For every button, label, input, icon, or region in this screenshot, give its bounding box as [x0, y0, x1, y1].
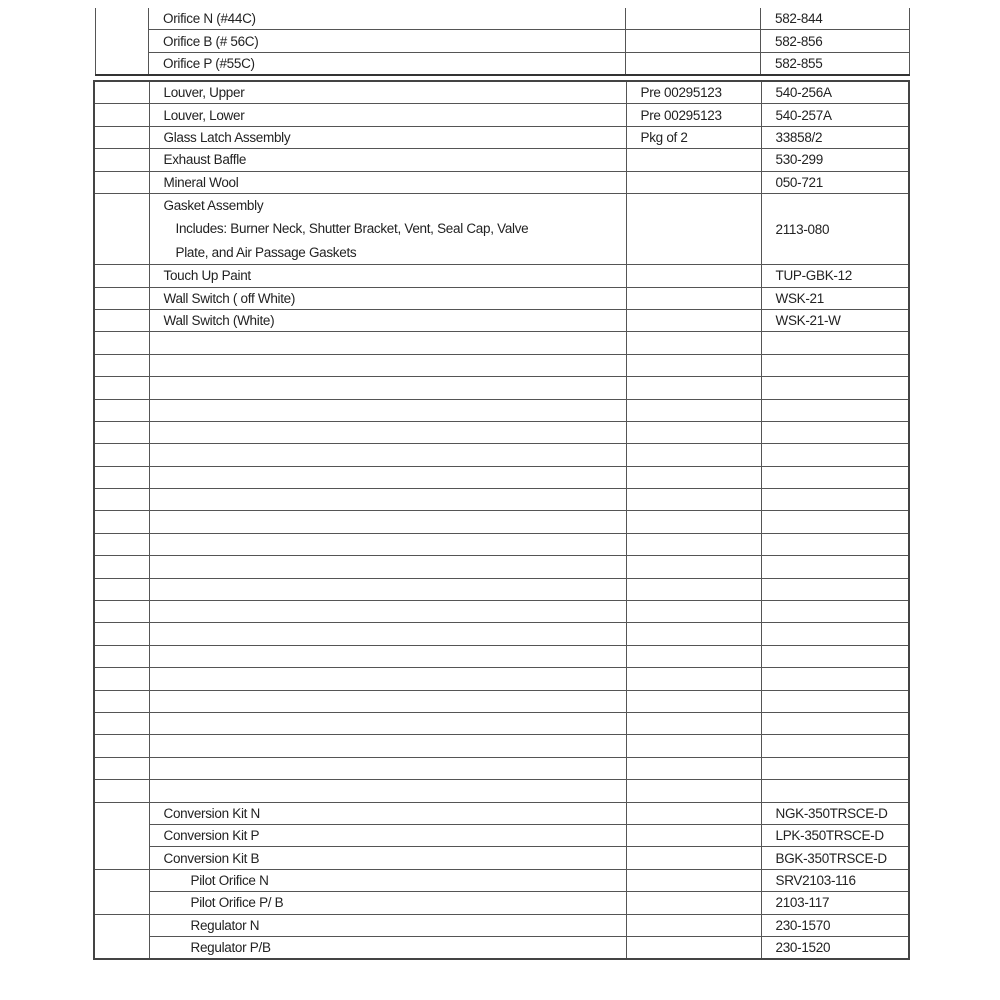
empty-row	[94, 421, 909, 443]
empty-cell	[761, 601, 909, 623]
description-cell: Mineral Wool	[149, 171, 626, 193]
empty-cell	[761, 712, 909, 734]
empty-cell	[94, 511, 149, 533]
part-number-cell: WSK-21-W	[761, 309, 909, 331]
description-cell: Wall Switch (White)	[149, 309, 626, 331]
table-row	[94, 287, 909, 309]
part-number-cell: 540-257A	[761, 104, 909, 126]
description-cell: Exhaust Baffle	[149, 149, 626, 171]
empty-cell	[626, 601, 761, 623]
table-row	[94, 309, 909, 331]
empty-cell	[149, 421, 626, 443]
empty-cell	[94, 556, 149, 578]
part-number-cell: TUP-GBK-12	[761, 265, 909, 287]
note-cell	[626, 8, 761, 30]
note-cell	[626, 30, 761, 52]
empty-cell	[94, 780, 149, 802]
empty-cell	[626, 421, 761, 443]
empty-cell	[94, 444, 149, 466]
empty-row	[94, 757, 909, 779]
item-number-cell	[94, 193, 149, 264]
empty-cell	[626, 399, 761, 421]
table-row	[96, 8, 910, 30]
empty-row	[94, 668, 909, 690]
empty-cell	[149, 735, 626, 757]
table-row	[94, 892, 909, 914]
item-number-cell	[94, 126, 149, 148]
note-cell: Pre 00295123	[626, 104, 761, 126]
table-row	[96, 52, 910, 75]
description-cell	[149, 193, 626, 264]
table-row	[94, 914, 909, 936]
empty-cell	[149, 354, 626, 376]
table-row	[94, 104, 909, 126]
note-cell	[626, 52, 761, 75]
part-number-cell: 582-844	[761, 8, 910, 30]
table-row	[94, 193, 909, 264]
empty-cell	[761, 354, 909, 376]
note-cell	[626, 193, 761, 264]
empty-cell	[149, 399, 626, 421]
description-cell: Conversion Kit P	[149, 824, 626, 846]
description-cell: Glass Latch Assembly	[149, 126, 626, 148]
empty-cell	[94, 354, 149, 376]
table-row	[94, 936, 909, 959]
empty-cell	[626, 556, 761, 578]
empty-cell	[94, 712, 149, 734]
empty-cell	[149, 780, 626, 802]
empty-cell	[761, 623, 909, 645]
empty-row	[94, 690, 909, 712]
empty-cell	[761, 757, 909, 779]
note-cell	[626, 869, 761, 891]
empty-cell	[626, 332, 761, 354]
empty-cell	[149, 757, 626, 779]
empty-cell	[626, 712, 761, 734]
part-number-cell: 2113-080	[761, 193, 909, 264]
part-number-cell: 230-1570	[761, 914, 909, 936]
table-row	[94, 802, 909, 824]
empty-cell	[149, 377, 626, 399]
empty-cell	[761, 466, 909, 488]
description-cell: Louver, Upper	[149, 81, 626, 104]
empty-row	[94, 444, 909, 466]
empty-cell	[94, 332, 149, 354]
empty-cell	[94, 601, 149, 623]
part-number-cell: WSK-21	[761, 287, 909, 309]
parts-list-table	[93, 80, 910, 960]
empty-row	[94, 623, 909, 645]
table-row	[94, 824, 909, 846]
empty-cell	[626, 354, 761, 376]
empty-row	[94, 489, 909, 511]
empty-row	[94, 466, 909, 488]
note-cell	[626, 936, 761, 959]
note-cell	[626, 287, 761, 309]
item-number-cell	[94, 149, 149, 171]
empty-cell	[149, 511, 626, 533]
item-number-cell	[94, 265, 149, 287]
empty-row	[94, 399, 909, 421]
empty-row	[94, 645, 909, 667]
note-cell	[626, 847, 761, 869]
empty-row	[94, 533, 909, 555]
empty-row	[94, 780, 909, 802]
part-number-cell: 050-721	[761, 171, 909, 193]
empty-cell	[94, 735, 149, 757]
empty-cell	[149, 712, 626, 734]
description-cell: Louver, Lower	[149, 104, 626, 126]
empty-cell	[761, 444, 909, 466]
empty-cell	[626, 533, 761, 555]
empty-row	[94, 556, 909, 578]
empty-cell	[626, 735, 761, 757]
note-cell: Pre 00295123	[626, 81, 761, 104]
empty-row	[94, 735, 909, 757]
table-row	[94, 149, 909, 171]
table-row	[94, 171, 909, 193]
empty-cell	[761, 668, 909, 690]
empty-cell	[94, 645, 149, 667]
part-number-cell: 582-856	[761, 30, 910, 52]
empty-row	[94, 377, 909, 399]
part-number-cell: 33858/2	[761, 126, 909, 148]
part-number-cell: NGK-350TRSCE-D	[761, 802, 909, 824]
item-number-cell	[94, 81, 149, 104]
note-cell	[626, 914, 761, 936]
empty-cell	[626, 511, 761, 533]
part-number-cell: 582-855	[761, 52, 910, 75]
empty-cell	[94, 578, 149, 600]
note-cell	[626, 309, 761, 331]
empty-cell	[94, 421, 149, 443]
empty-cell	[626, 377, 761, 399]
item-number-cell	[96, 8, 149, 75]
empty-cell	[761, 556, 909, 578]
empty-cell	[94, 489, 149, 511]
empty-row	[94, 578, 909, 600]
empty-cell	[94, 377, 149, 399]
empty-row	[94, 332, 909, 354]
note-cell	[626, 824, 761, 846]
empty-cell	[94, 399, 149, 421]
description-cell: Regulator P/B	[149, 936, 626, 959]
empty-cell	[761, 421, 909, 443]
empty-cell	[149, 332, 626, 354]
empty-cell	[149, 466, 626, 488]
item-number-cell	[94, 171, 149, 193]
description-cell: Conversion Kit B	[149, 847, 626, 869]
description-cell: Touch Up Paint	[149, 265, 626, 287]
note-cell	[626, 171, 761, 193]
note-cell: Pkg of 2	[626, 126, 761, 148]
item-number-cell	[94, 914, 149, 959]
empty-cell	[149, 489, 626, 511]
item-number-cell	[94, 802, 149, 869]
description-cell: Orifice N (#44C)	[149, 8, 626, 30]
empty-cell	[94, 757, 149, 779]
empty-cell	[149, 623, 626, 645]
empty-cell	[149, 645, 626, 667]
part-number-cell: 540-256A	[761, 81, 909, 104]
empty-cell	[761, 735, 909, 757]
description-cell: Regulator N	[149, 914, 626, 936]
empty-cell	[626, 444, 761, 466]
empty-cell	[94, 533, 149, 555]
item-number-cell	[94, 869, 149, 914]
empty-cell	[149, 533, 626, 555]
table-row	[94, 126, 909, 148]
empty-cell	[761, 332, 909, 354]
empty-row	[94, 601, 909, 623]
description-cell: Orifice P (#55C)	[149, 52, 626, 75]
empty-cell	[94, 668, 149, 690]
description-detail: Includes: Burner Neck, Shutter Bracket, Vent, Seal Cap, Valve	[175, 221, 529, 237]
description-cell: Pilot Orifice N	[149, 869, 626, 891]
item-number-cell	[94, 309, 149, 331]
empty-cell	[626, 623, 761, 645]
description-cell: Wall Switch ( off White)	[149, 287, 626, 309]
empty-cell	[94, 690, 149, 712]
empty-cell	[149, 444, 626, 466]
empty-cell	[149, 601, 626, 623]
empty-cell	[94, 623, 149, 645]
table-row	[94, 265, 909, 287]
table-row	[94, 869, 909, 891]
empty-cell	[626, 757, 761, 779]
part-number-cell: 230-1520	[761, 936, 909, 959]
empty-row	[94, 354, 909, 376]
table-row	[94, 847, 909, 869]
table-row	[96, 30, 910, 52]
description-cell: Conversion Kit N	[149, 802, 626, 824]
empty-row	[94, 712, 909, 734]
empty-cell	[761, 377, 909, 399]
empty-cell	[94, 466, 149, 488]
empty-cell	[761, 578, 909, 600]
empty-cell	[626, 668, 761, 690]
empty-cell	[761, 645, 909, 667]
part-number-cell: BGK-350TRSCE-D	[761, 847, 909, 869]
empty-cell	[761, 780, 909, 802]
empty-cell	[761, 489, 909, 511]
item-number-cell	[94, 104, 149, 126]
part-number-cell: 530-299	[761, 149, 909, 171]
item-number-cell	[94, 287, 149, 309]
empty-row	[94, 511, 909, 533]
empty-cell	[761, 690, 909, 712]
note-cell	[626, 265, 761, 287]
empty-cell	[626, 690, 761, 712]
empty-cell	[149, 578, 626, 600]
empty-cell	[626, 578, 761, 600]
empty-cell	[149, 668, 626, 690]
description-title: Gasket Assembly	[163, 197, 264, 213]
orifice-parts-table	[95, 8, 910, 76]
empty-cell	[626, 780, 761, 802]
note-cell	[626, 149, 761, 171]
description-detail: Plate, and Air Passage Gaskets	[175, 244, 357, 260]
note-cell	[626, 802, 761, 824]
table-row	[94, 81, 909, 104]
empty-cell	[761, 399, 909, 421]
part-number-cell: 2103-117	[761, 892, 909, 914]
description-cell: Pilot Orifice P/ B	[149, 892, 626, 914]
empty-cell	[626, 489, 761, 511]
description-cell: Orifice B (# 56C)	[149, 30, 626, 52]
part-number-cell: LPK-350TRSCE-D	[761, 824, 909, 846]
empty-cell	[761, 511, 909, 533]
part-number-cell: SRV2103-116	[761, 869, 909, 891]
note-cell	[626, 892, 761, 914]
empty-cell	[626, 466, 761, 488]
empty-cell	[626, 645, 761, 667]
empty-cell	[149, 556, 626, 578]
empty-cell	[761, 533, 909, 555]
empty-cell	[149, 690, 626, 712]
